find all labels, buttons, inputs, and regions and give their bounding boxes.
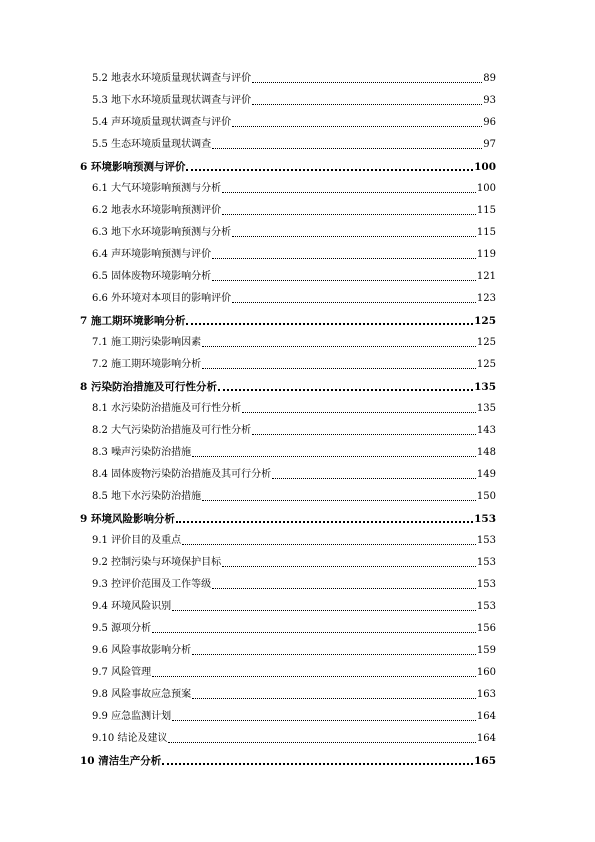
- toc-section-entry[interactable]: [80, 702, 496, 724]
- toc-entry-title: 6.3 地下水环境影响预测与分析: [92, 227, 232, 238]
- toc-section-entry[interactable]: [80, 416, 496, 438]
- toc-section-entry[interactable]: [80, 724, 496, 746]
- toc-page-number: 153: [476, 557, 496, 568]
- toc-entry-title: 7.1 施工期污染影响因素: [92, 337, 202, 348]
- toc-page-number: 153: [474, 513, 496, 525]
- toc-entry-title: 10 清洁生产分析: [80, 755, 162, 767]
- dot-leader: [212, 148, 482, 149]
- toc-entry-title: 5.4 声环境质量现状调查与评价: [92, 117, 232, 128]
- dot-leader: [232, 302, 476, 303]
- toc-page-number: 119: [476, 249, 496, 260]
- toc-section-entry[interactable]: [80, 64, 496, 86]
- dot-leader: [182, 544, 476, 545]
- toc-section-entry[interactable]: [80, 328, 496, 350]
- toc-entry-title: 6.4 声环境影响预测与评价: [92, 249, 212, 260]
- toc-page-number: 156: [476, 623, 496, 634]
- dot-leader: [212, 258, 476, 259]
- toc-entry-title: 8.4 固体废物污染防治措施及其可行分析: [92, 469, 272, 480]
- toc-entry-title: 5.3 地下水环境质量现状调查与评价: [92, 95, 252, 106]
- toc-section-entry[interactable]: [80, 174, 496, 196]
- toc-entry-title: 9.5 源项分析: [92, 623, 152, 634]
- toc-entry-title: 9.9 应急监测计划: [92, 711, 172, 722]
- toc-page-number: 153: [476, 535, 496, 546]
- dot-leader: [162, 763, 473, 765]
- toc-section-entry[interactable]: [80, 658, 496, 680]
- dot-leader: [212, 588, 476, 589]
- toc-section-entry[interactable]: [80, 592, 496, 614]
- toc-section-entry[interactable]: [80, 548, 496, 570]
- dot-leader: [222, 214, 476, 215]
- toc-entry-title: 8.2 大气污染防治措施及可行性分析: [92, 425, 252, 436]
- toc-chapter-entry[interactable]: [80, 372, 496, 394]
- toc-page-number: 125: [474, 315, 496, 327]
- toc-section-entry[interactable]: [80, 680, 496, 702]
- toc-page-number: 121: [476, 271, 496, 282]
- toc-entry-title: 6.1 大气环境影响预测与分析: [92, 183, 222, 194]
- toc-section-entry[interactable]: [80, 196, 496, 218]
- toc-entry-title: 8.3 噪声污染防治措施: [92, 447, 192, 458]
- dot-leader: [212, 280, 476, 281]
- dot-leader: [202, 500, 476, 501]
- toc-entry-title: 9.4 环境风险识别: [92, 601, 172, 612]
- toc-page-number: 148: [476, 447, 496, 458]
- toc-entry-title: 8.1 水污染防治措施及可行性分析: [92, 403, 242, 414]
- toc-page-number: 123: [476, 293, 496, 304]
- toc-page-number: 115: [476, 205, 496, 216]
- toc-page-number: 115: [476, 227, 496, 238]
- toc-entry-title: 9.6 风险事故影响分析: [92, 645, 192, 656]
- toc-page-number: 93: [483, 95, 496, 106]
- toc-chapter-entry[interactable]: [80, 306, 496, 328]
- toc-page-number: 164: [476, 733, 496, 744]
- toc-entry-title: 6.6 外环境对本项目的影响评价: [92, 293, 232, 304]
- toc-chapter-entry[interactable]: [80, 152, 496, 174]
- toc-entry-title: 9.2 控制污染与环境保护目标: [92, 557, 222, 568]
- toc-entry-title: 8 污染防治措施及可行性分析: [80, 381, 217, 393]
- toc-page-number: 143: [476, 425, 496, 436]
- toc-page-number: 163: [476, 689, 496, 700]
- toc-section-entry[interactable]: [80, 482, 496, 504]
- dot-leader: [192, 456, 476, 457]
- dot-leader: [168, 742, 475, 743]
- dot-leader: [186, 323, 473, 325]
- toc-section-entry[interactable]: [80, 108, 496, 130]
- toc-entry-title: 6.5 固体废物环境影响分析: [92, 271, 212, 282]
- dot-leader: [172, 610, 476, 611]
- toc-entry-title: 7 施工期环境影响分析: [80, 315, 186, 327]
- dot-leader: [218, 389, 473, 391]
- table-of-contents: [80, 64, 496, 768]
- toc-entry-title: 9 环境风险影响分析: [80, 513, 175, 525]
- dot-leader: [172, 720, 476, 721]
- toc-chapter-entry[interactable]: [80, 504, 496, 526]
- toc-page-number: 135: [476, 403, 496, 414]
- dot-leader: [252, 434, 476, 435]
- toc-entry-title: 9.10 结论及建议: [92, 733, 168, 744]
- toc-section-entry[interactable]: [80, 438, 496, 460]
- toc-entry-title: 9.7 风险管理: [92, 667, 152, 678]
- dot-leader: [176, 521, 473, 523]
- dot-leader: [252, 104, 482, 105]
- toc-section-entry[interactable]: [80, 130, 496, 152]
- toc-page-number: 100: [474, 161, 496, 173]
- toc-page-number: 164: [476, 711, 496, 722]
- toc-page-number: 96: [483, 117, 496, 128]
- toc-page-number: 153: [476, 601, 496, 612]
- toc-entry-title: 5.2 地表水环境质量现状调查与评价: [92, 73, 252, 84]
- toc-entry-title: 6.2 地表水环境影响预测评价: [92, 205, 222, 216]
- toc-page-number: 153: [476, 579, 496, 590]
- toc-page-number: 150: [476, 491, 496, 502]
- toc-entry-title: 8.5 地下水污染防治措施: [92, 491, 202, 502]
- toc-page-number: 89: [483, 73, 496, 84]
- toc-section-entry[interactable]: [80, 614, 496, 636]
- toc-page-number: 149: [476, 469, 496, 480]
- dot-leader: [272, 478, 476, 479]
- toc-page-number: 125: [476, 359, 496, 370]
- toc-section-entry[interactable]: [80, 636, 496, 658]
- toc-page-number: 160: [476, 667, 496, 678]
- toc-section-entry[interactable]: [80, 394, 496, 416]
- toc-page-number: 165: [474, 755, 496, 767]
- toc-entry-title: 5.5 生态环境质量现状调查: [92, 139, 212, 150]
- toc-section-entry[interactable]: [80, 570, 496, 592]
- toc-page-number: 135: [474, 381, 496, 393]
- dot-leader: [186, 169, 473, 171]
- dot-leader: [152, 676, 476, 677]
- toc-page-number: 125: [476, 337, 496, 348]
- dot-leader: [242, 412, 476, 413]
- dot-leader: [202, 346, 476, 347]
- dot-leader: [192, 654, 476, 655]
- toc-section-entry[interactable]: [80, 240, 496, 262]
- toc-chapter-entry[interactable]: [80, 746, 496, 768]
- toc-entry-title: 7.2 施工期环境影响分析: [92, 359, 202, 370]
- dot-leader: [222, 566, 476, 567]
- dot-leader: [222, 192, 476, 193]
- toc-section-entry[interactable]: [80, 262, 496, 284]
- dot-leader: [202, 368, 476, 369]
- toc-section-entry[interactable]: [80, 218, 496, 240]
- toc-page-number: 97: [483, 139, 496, 150]
- dot-leader: [192, 698, 476, 699]
- toc-section-entry[interactable]: [80, 350, 496, 372]
- toc-entry-title: 9.8 风险事故应急预案: [92, 689, 192, 700]
- dot-leader: [152, 632, 476, 633]
- toc-section-entry[interactable]: [80, 460, 496, 482]
- toc-page-number: 159: [476, 645, 496, 656]
- toc-section-entry[interactable]: [80, 86, 496, 108]
- toc-page-number: 100: [476, 183, 496, 194]
- toc-entry-title: 9.3 控评价范围及工作等级: [92, 579, 212, 590]
- toc-section-entry[interactable]: [80, 526, 496, 548]
- dot-leader: [252, 82, 482, 83]
- dot-leader: [232, 236, 476, 237]
- toc-entry-title: 6 环境影响预测与评价: [80, 161, 186, 173]
- toc-entry-title: 9.1 评价目的及重点: [92, 535, 182, 546]
- toc-section-entry[interactable]: [80, 284, 496, 306]
- dot-leader: [232, 126, 482, 127]
